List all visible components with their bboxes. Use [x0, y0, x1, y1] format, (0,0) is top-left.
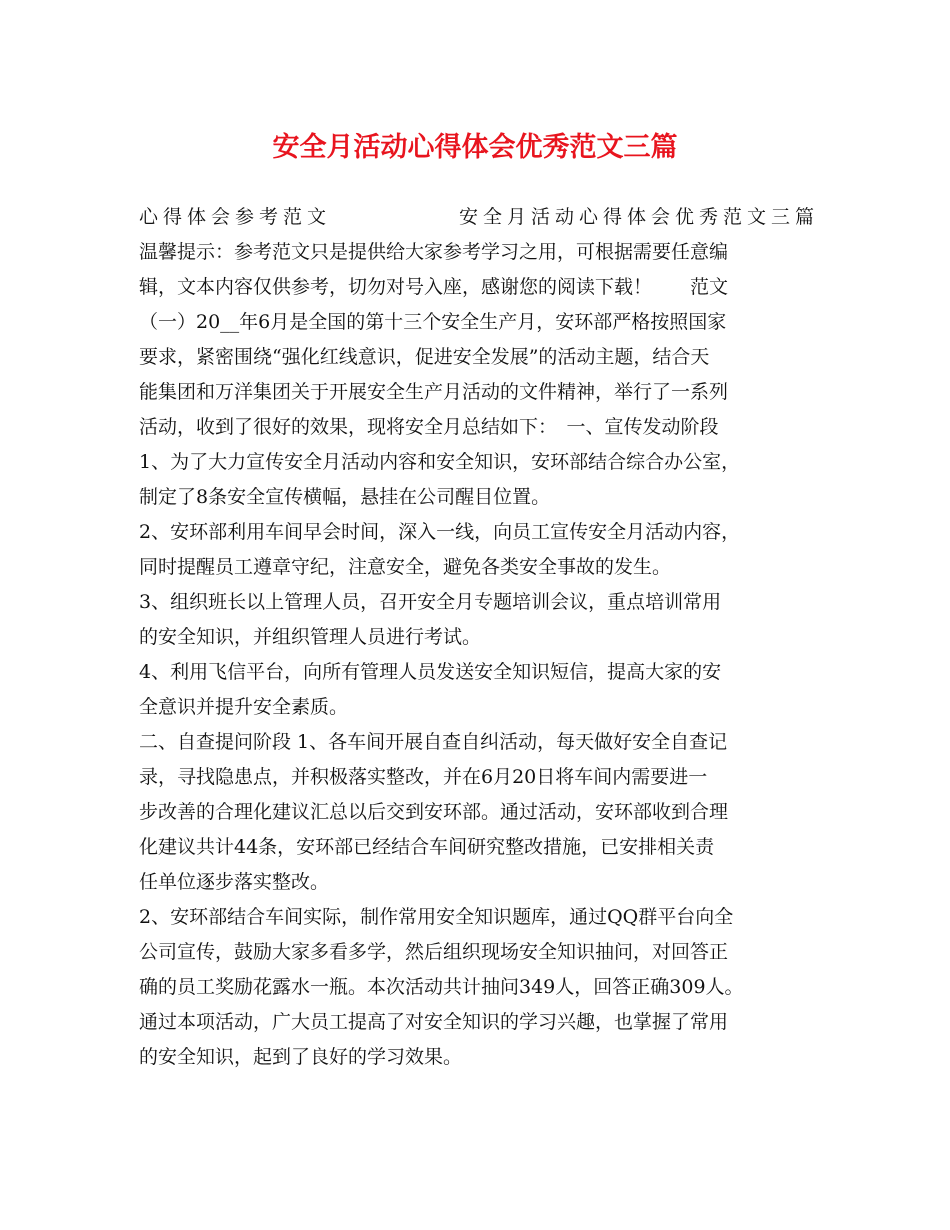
paragraph-line: （一）20__年6月是全国的第十三个安全生产月，安环部严格按照国家 [139, 311, 727, 333]
header-line [139, 200, 819, 235]
paragraph-line: 能集团和万洋集团关于开展安全生产月活动的文件精神，举行了一系列 [139, 381, 729, 403]
paragraph-line: 二、自查提问阶段 1、各车间开展自查自纠活动，每天做好安全自查记 [139, 731, 728, 753]
paragraph-line: 化建议共计44条，安环部已经结合车间研究整改措施，已安排相关责 [139, 836, 715, 858]
paragraph-line: 任单位逐步落实整改。 [139, 871, 330, 893]
paragraph-line: 要求，紧密围绕“强化红线意识，促进安全发展”的活动主题，结合天 [139, 346, 710, 368]
paragraph-line: 3、组织班长以上管理人员，召开安全月专题培训会议，重点培训常用 [139, 591, 722, 613]
paragraph-line: 活动，收到了很好的效果，现将安全月总结如下： 一、宣传发动阶段 [139, 416, 719, 438]
paragraph-line: 4、利用飞信平台，向所有管理人员发送安全知识短信，提高大家的安 [139, 661, 722, 683]
header-right: 安全月活动心得体会优秀范文三篇 [458, 206, 819, 228]
paragraph-line: 步改善的合理化建议汇总以后交到安环部。通过活动，安环部收到合理 [139, 801, 729, 823]
paragraph-line: 制定了8条安全宣传横幅，悬挂在公司醒目位置。 [139, 486, 551, 508]
paragraph-line: 录，寻找隐患点，并积极落实整改，并在6月20日将车间内需要进一 [139, 766, 708, 788]
paragraph-line: 2、安环部利用车间早会时间，深入一线，向员工宣传安全月活动内容， [139, 521, 741, 543]
paragraph-line: 的安全知识，并组织管理人员进行考试。 [139, 626, 482, 648]
paragraph-line: 同时提醒员工遵章守纪，注意安全，避免各类安全事故的发生。 [139, 556, 672, 578]
document-body [139, 200, 819, 1075]
paragraph-line: 2、安环部结合车间实际，制作常用安全知识题库，通过QQ群平台向全 [139, 906, 734, 928]
document-title: 安全月活动心得体会优秀范文三篇 [272, 132, 678, 163]
paragraph-line: 1、为了大力宣传安全月活动内容和安全知识，安环部结合综合办公室， [139, 451, 741, 473]
header-left: 心得体会参考范文 [139, 206, 332, 228]
paragraph-line: 全意识并提升安全素质。 [139, 696, 349, 718]
paragraph-line: 公司宣传，鼓励大家多看多学，然后组织现场安全知识抽问，对回答正 [139, 941, 729, 963]
paragraph-line: 通过本项活动，广大员工提高了对安全知识的学习兴趣，也掌握了常用 [139, 1011, 729, 1033]
paragraph-line: 的安全知识，起到了良好的学习效果。 [139, 1046, 463, 1068]
paragraph-line: 温馨提示：参考范文只是提供给大家参考学习之用，可根据需要任意编 [139, 241, 729, 263]
paragraph-line: 辑，文本内容仅供参考，切勿对号入座，感谢您的阅读下载！ 范文 [139, 276, 729, 298]
paragraph-line: 确的员工奖励花露水一瓶。本次活动共计抽问349人，回答正确309人。 [139, 976, 744, 998]
